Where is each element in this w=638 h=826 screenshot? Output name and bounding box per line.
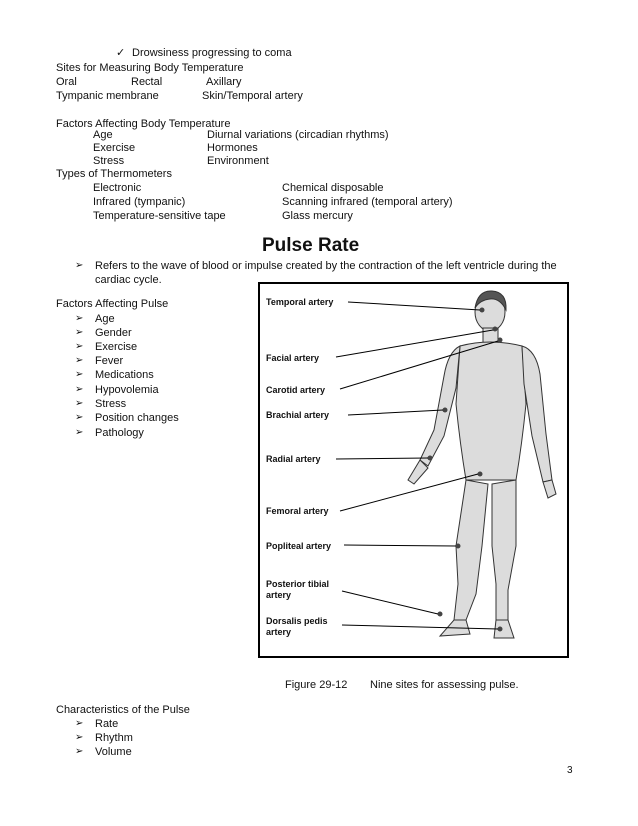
- figure-label: Temporal artery: [266, 297, 334, 307]
- factors-pulse-heading: Factors Affecting Pulse: [56, 298, 169, 310]
- list-item: Stress: [95, 398, 127, 410]
- factor-temp-right: Hormones: [207, 142, 258, 154]
- figure-label: Brachial artery: [266, 410, 330, 420]
- site-temporal: Skin/Temporal artery: [202, 90, 303, 102]
- figure-label: Dorsalis pedis: [266, 616, 328, 626]
- arrow-bullet-icon: ➢: [75, 260, 84, 271]
- arrow-bullet-icon: ➢: [75, 369, 84, 380]
- arrow-bullet-icon: ➢: [75, 313, 84, 324]
- list-item: Gender: [95, 327, 132, 339]
- sites-heading: Sites for Measuring Body Temperature: [56, 62, 244, 74]
- figure-caption-number: Figure 29-12: [285, 679, 348, 691]
- arrow-bullet-icon: ➢: [75, 732, 84, 743]
- list-item: Age: [95, 313, 115, 325]
- list-item: Hypovolemia: [95, 384, 159, 396]
- arrow-bullet-icon: ➢: [75, 384, 84, 395]
- figure-label: artery: [266, 627, 292, 637]
- human-body-illustration: [260, 284, 567, 656]
- list-item: Exercise: [95, 341, 138, 353]
- list-item: Rate: [95, 718, 119, 730]
- thermometer-right: Scanning infrared (temporal artery): [282, 196, 453, 208]
- arrow-bullet-icon: ➢: [75, 341, 84, 352]
- thermometer-right: Chemical disposable: [282, 182, 384, 194]
- factor-temp-left: Exercise: [93, 142, 136, 154]
- checkmark-icon: ✓: [116, 47, 126, 59]
- list-item: Pathology: [95, 427, 144, 439]
- arrow-bullet-icon: ➢: [75, 327, 84, 338]
- arrow-bullet-icon: ➢: [75, 398, 84, 409]
- figure-label: Radial artery: [266, 454, 321, 464]
- figure-label: Carotid artery: [266, 385, 326, 395]
- figure-label: Femoral artery: [266, 506, 329, 516]
- pulse-definition-line: Refers to the wave of blood or impulse created by the contraction of the left ventricle during the: [95, 260, 557, 272]
- factors-temp-heading: Factors Affecting Body Temperature: [56, 118, 231, 130]
- factor-temp-right: Diurnal variations (circadian rhythms): [207, 129, 389, 141]
- pulse-definition-line: cardiac cycle.: [95, 274, 162, 286]
- characteristics-heading: Characteristics of the Pulse: [56, 704, 190, 716]
- figure-label: Facial artery: [266, 353, 320, 363]
- figure-label: Posterior tibial: [266, 579, 330, 589]
- site-tympanic: Tympanic membrane: [56, 90, 159, 102]
- factor-temp-left: Stress: [93, 155, 125, 167]
- arrow-bullet-icon: ➢: [75, 355, 84, 366]
- list-item: Position changes: [95, 412, 179, 424]
- arrow-bullet-icon: ➢: [75, 718, 84, 729]
- thermometer-left: Infrared (tympanic): [93, 196, 186, 208]
- check-item: Drowsiness progressing to coma: [132, 47, 292, 59]
- list-item: Fever: [95, 355, 124, 367]
- figure-label: artery: [266, 590, 292, 600]
- arrow-bullet-icon: ➢: [75, 412, 84, 423]
- thermometer-right: Glass mercury: [282, 210, 353, 222]
- figure-caption-text: Nine sites for assessing pulse.: [370, 679, 519, 691]
- thermometer-left: Electronic: [93, 182, 142, 194]
- arrow-bullet-icon: ➢: [75, 427, 84, 438]
- factor-temp-right: Environment: [207, 155, 269, 167]
- figure-label: Popliteal artery: [266, 541, 332, 551]
- list-item: Volume: [95, 746, 132, 758]
- thermometers-heading: Types of Thermometers: [56, 168, 172, 180]
- site-oral: Oral: [56, 76, 77, 88]
- site-axillary: Axillary: [206, 76, 242, 88]
- site-rectal: Rectal: [131, 76, 163, 88]
- factor-temp-left: Age: [93, 129, 113, 141]
- page-number: 3: [567, 765, 573, 776]
- list-item: Rhythm: [95, 732, 133, 744]
- arrow-bullet-icon: ➢: [75, 746, 84, 757]
- pulse-sites-figure: [258, 282, 569, 658]
- section-title-pulse-rate: Pulse Rate: [262, 235, 360, 256]
- list-item: Medications: [95, 369, 154, 381]
- thermometer-left: Temperature-sensitive tape: [93, 210, 226, 222]
